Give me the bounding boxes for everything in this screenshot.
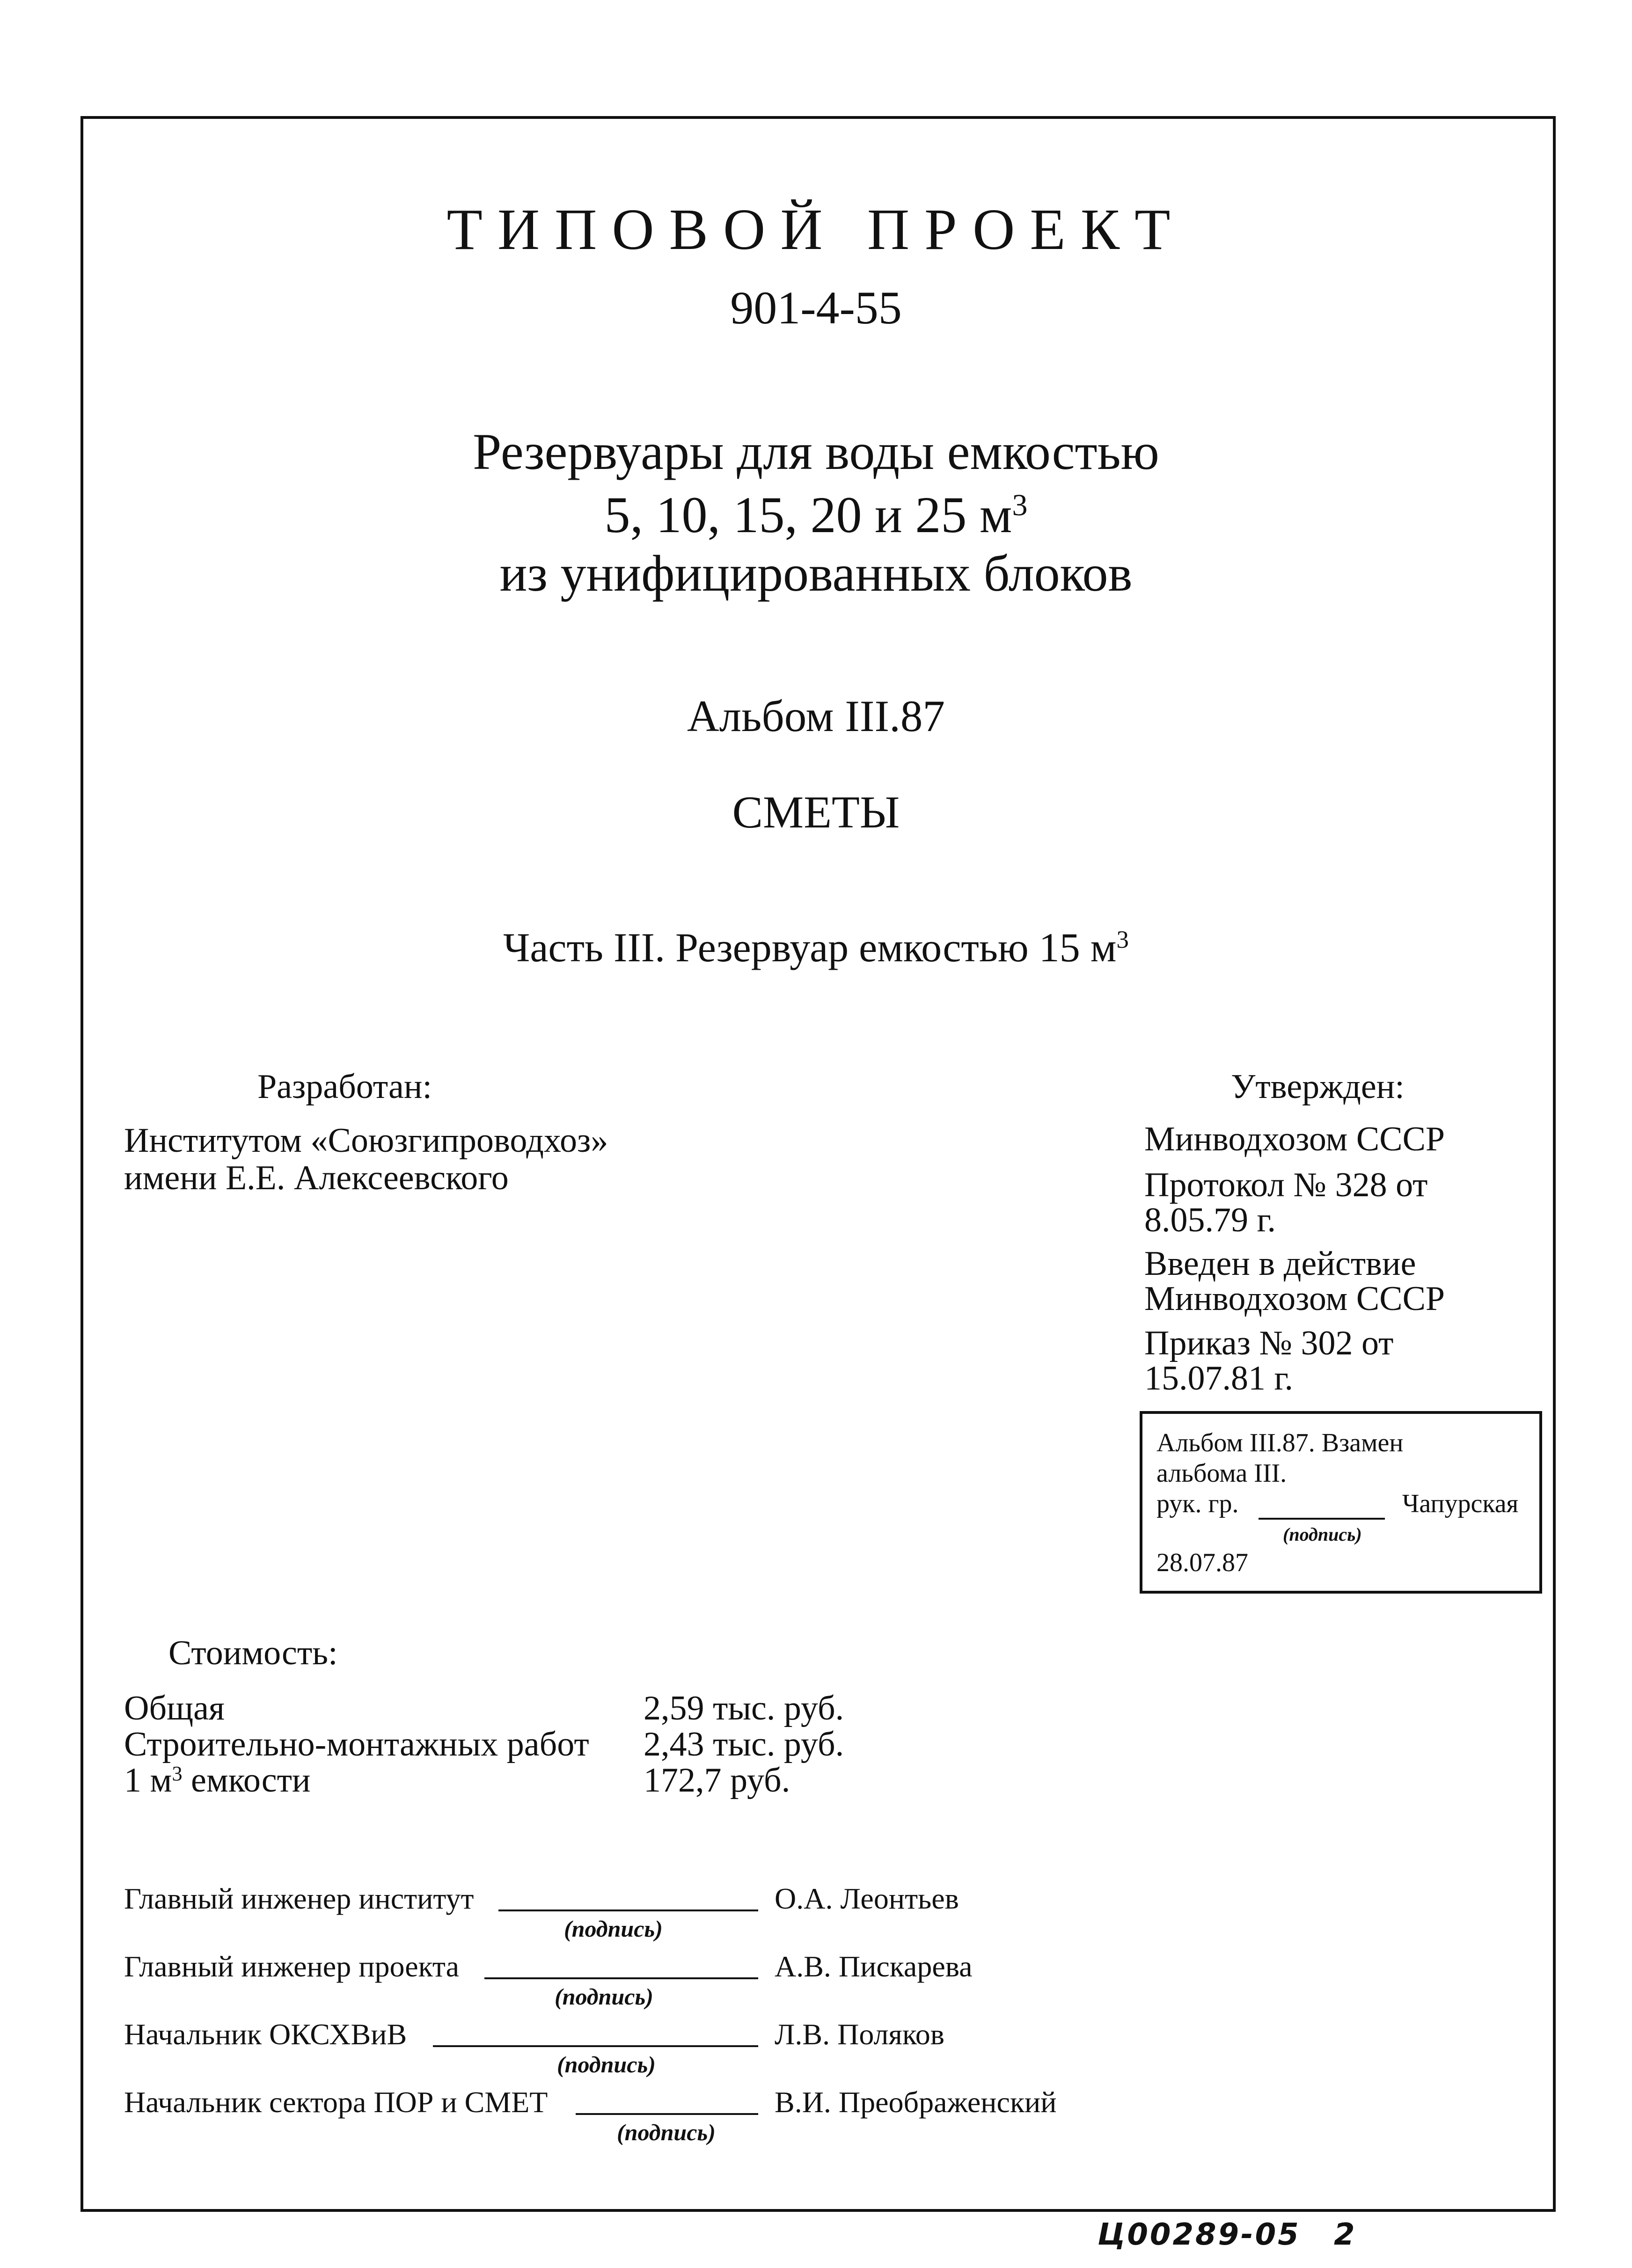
signature-caption: (подпись) — [564, 1916, 663, 1942]
signature-name: Л.В. Поляков — [775, 2018, 944, 2051]
archive-code: Ц00289-05 — [1098, 2217, 1301, 2252]
signature-role: Начальник сектора ПОР и СМЕТ — [124, 2085, 548, 2119]
approved-line: Минводхозом СССР — [1144, 1120, 1445, 1158]
project-title-line2: 5, 10, 15, 20 и 25 $м^3$ — [604, 486, 1028, 543]
signature-caption: (подпись) — [557, 2051, 656, 2078]
signature-name: А.В. Пискарева — [775, 1950, 973, 1983]
cost-row-value: 2,43 тыс. руб. — [644, 1725, 844, 1763]
approved-line: Минводхозом СССР — [1144, 1280, 1445, 1318]
cost-row-name: Строительно-монтажных работ — [124, 1725, 589, 1763]
developer-line1: Институтом «Союзгипроводхоз» — [124, 1121, 608, 1160]
signature-line — [433, 2045, 758, 2047]
signature-caption: (подпись) — [555, 1983, 653, 2010]
stamp-line2: альбома III. — [1156, 1459, 1287, 1488]
cost-row-value: 2,59 тыс. руб. — [644, 1689, 844, 1727]
stamp-name: Чапурская — [1402, 1489, 1519, 1518]
stamp-date: 28.07.87 — [1156, 1548, 1248, 1577]
signature-line — [576, 2113, 758, 2115]
part-title: Часть III. Резервуар емкостью 15 $м^3$ — [503, 925, 1129, 971]
signature-role: Главный инженер проекта — [124, 1950, 460, 1983]
section-title: СМЕТЫ — [732, 787, 900, 838]
approved-line: Введен в действие — [1144, 1244, 1416, 1283]
approved-line: 15.07.81 г. — [1144, 1359, 1294, 1397]
approved-line: Приказ № 302 от — [1144, 1324, 1394, 1362]
signature-name: В.И. Преображенский — [775, 2085, 1057, 2119]
cost-label: Стоимость: — [168, 1634, 338, 1672]
approved-line: Протокол № 328 от — [1144, 1166, 1428, 1204]
signature-line — [484, 1977, 758, 1979]
stamp-signature-line — [1259, 1518, 1385, 1520]
developed-label: Разработан: — [257, 1068, 432, 1106]
cost-row-name: 1 $м^3$ емкости — [124, 1761, 311, 1800]
doc-type-label: ТИПОВОЙ ПРОЕКТ — [446, 198, 1186, 262]
developer-line2: имени Е.Е. Алексеевского — [124, 1159, 509, 1197]
project-title-line3: из унифицированных блоков — [499, 545, 1133, 602]
approved-label: Утвержден: — [1231, 1068, 1405, 1106]
signature-role: Начальник ОКСХВиВ — [124, 2018, 407, 2051]
project-code: 901-4-55 — [730, 282, 902, 334]
approved-line: 8.05.79 г. — [1144, 1201, 1276, 1239]
signature-line — [498, 1910, 758, 1911]
signature-caption: (подпись) — [617, 2119, 716, 2145]
stamp-role: рук. гр. — [1156, 1489, 1239, 1518]
replacement-stamp — [1140, 1411, 1542, 1594]
album-label: Альбом III.87 — [687, 691, 945, 741]
cost-row-name: Общая — [124, 1689, 225, 1727]
stamp-sign-caption: (подпись) — [1283, 1524, 1362, 1545]
stamp-line1: Альбом III.87. Взамен — [1156, 1428, 1404, 1457]
signature-role: Главный инженер институт — [124, 1882, 474, 1915]
cost-row-value: 172,7 руб. — [644, 1761, 790, 1800]
signature-name: О.А. Леонтьев — [775, 1882, 959, 1915]
project-title-line1: Резервуары для воды емкостью — [473, 423, 1159, 480]
page-number: 2 — [1334, 2217, 1357, 2252]
